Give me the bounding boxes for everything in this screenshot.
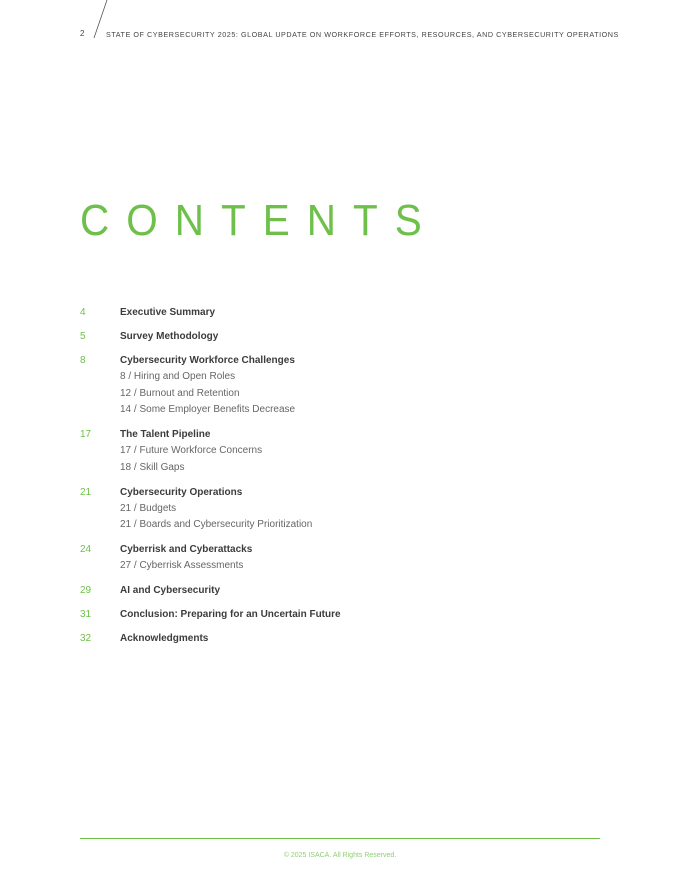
toc-page-number: 17 — [80, 429, 92, 441]
toc-entry-body — [120, 583, 600, 599]
page-number: 2 — [80, 29, 85, 38]
toc-page-number: 21 — [80, 486, 92, 498]
toc-entry-body — [120, 631, 600, 647]
toc-subsection[interactable]: 17 / Future Workforce Concerns — [120, 445, 263, 457]
toc-entry[interactable] — [80, 427, 600, 476]
toc-page-number: 5 — [80, 331, 86, 342]
footer-copyright: © 2025 ISACA. All Rights Reserved. — [283, 852, 397, 859]
toc-page-number: 31 — [80, 608, 92, 620]
toc-entry[interactable] — [80, 485, 600, 534]
toc-page-number: 29 — [80, 584, 92, 596]
table-of-contents — [80, 305, 600, 655]
toc-section-title[interactable]: Cyberrisk and Cyberattacks — [120, 543, 253, 555]
page-header — [0, 0, 680, 48]
toc-entry-body — [120, 427, 600, 476]
toc-entry[interactable] — [80, 607, 600, 623]
toc-section-title[interactable]: Acknowledgments — [120, 632, 209, 644]
toc-subsection[interactable]: 8 / Hiring and Open Roles — [120, 371, 236, 382]
toc-page-number: 8 — [80, 355, 86, 366]
toc-entry-body — [120, 607, 600, 623]
toc-page-number: 32 — [80, 632, 92, 644]
toc-entry[interactable] — [80, 305, 600, 321]
toc-entry[interactable] — [80, 353, 600, 419]
toc-entry-body — [120, 329, 600, 345]
toc-subsection[interactable]: 18 / Skill Gaps — [120, 461, 185, 473]
toc-section-title[interactable]: Cybersecurity Workforce Challenges — [120, 355, 295, 366]
toc-section-title[interactable]: Survey Methodology — [120, 331, 219, 342]
toc-entry[interactable] — [80, 542, 600, 575]
toc-subsection[interactable]: 12 / Burnout and Retention — [120, 387, 240, 399]
toc-page-number: 24 — [80, 543, 92, 555]
toc-entry[interactable] — [80, 583, 600, 599]
toc-section-title[interactable]: AI and Cybersecurity — [120, 584, 221, 596]
running-title: STATE OF CYBERSECURITY 2025: GLOBAL UPDATE ON WORKFORCE EFFORTS, RESOURCES, AND CYBERSECURITY OPERATIONS — [106, 30, 619, 39]
page-title: CONTENTS — [80, 196, 439, 245]
toc-subsection[interactable]: 14 / Some Employer Benefits Decrease — [120, 404, 296, 416]
toc-entry-body — [120, 353, 600, 419]
toc-entry-body — [120, 485, 600, 534]
toc-section-title[interactable]: Executive Summary — [120, 307, 216, 318]
toc-section-title[interactable]: Cybersecurity Operations — [120, 486, 243, 498]
toc-entry[interactable] — [80, 329, 600, 345]
toc-subsection[interactable]: 21 / Boards and Cybersecurity Prioritization — [120, 519, 313, 531]
toc-section-title[interactable]: Conclusion: Preparing for an Uncertain Future — [120, 608, 341, 620]
toc-subsection[interactable]: 27 / Cyberrisk Assessments — [120, 559, 244, 571]
toc-section-title[interactable]: The Talent Pipeline — [120, 429, 211, 441]
toc-entry-body — [120, 305, 600, 321]
footer-divider — [80, 838, 600, 839]
toc-entry-body — [120, 542, 600, 575]
toc-page-number: 4 — [80, 307, 86, 318]
toc-subsection[interactable]: 21 / Budgets — [120, 502, 177, 514]
toc-entry[interactable] — [80, 631, 600, 647]
